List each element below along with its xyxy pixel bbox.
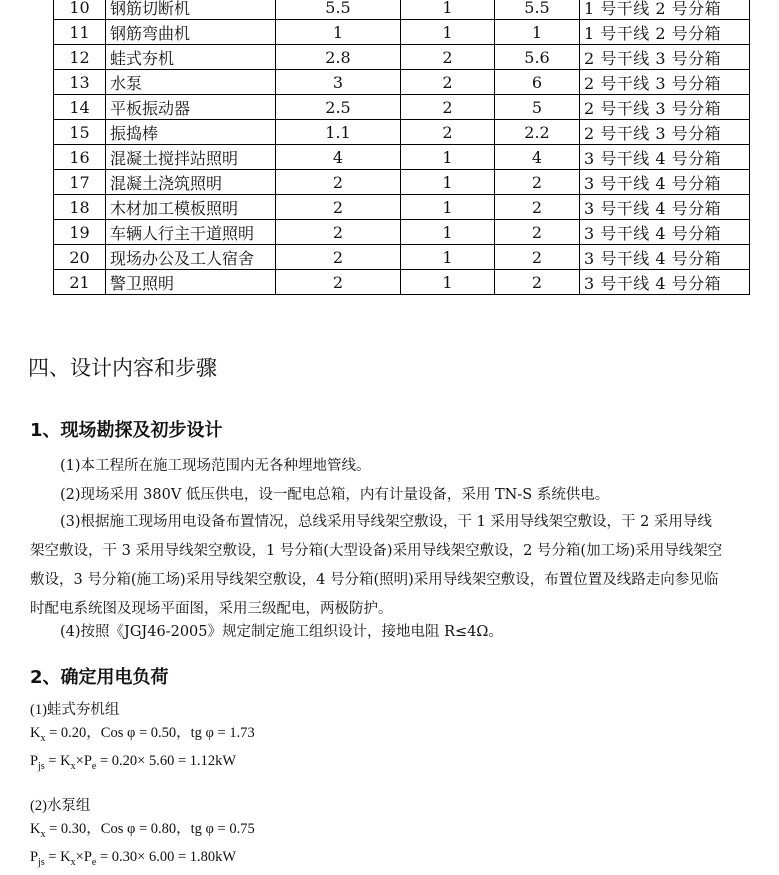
equipment-table-body bbox=[54, 0, 750, 295]
power-line: $P_{js} = K_x\times P_e = 0.20\times 5.60 = 1.12kW$ bbox=[30, 752, 237, 772]
paragraph-2 bbox=[30, 481, 775, 510]
group-title: (2)水泵组 bbox=[30, 798, 91, 814]
cell-number: 16 bbox=[54, 145, 106, 170]
cell-power: 2 bbox=[276, 220, 401, 245]
paragraph-text: (4)按照《JGJ46-2005》规定制定施工组织设计，接地电阻 R≤4Ω。 bbox=[60, 624, 503, 640]
table-row bbox=[54, 120, 750, 145]
cell-quantity: 2 bbox=[401, 45, 495, 70]
group-title: (1)蛙式夯机组 bbox=[30, 702, 120, 718]
paragraph-4 bbox=[30, 618, 775, 647]
calc-group-1 bbox=[30, 699, 255, 778]
cell-number: 15 bbox=[54, 120, 106, 145]
cell-power: 2 bbox=[276, 195, 401, 220]
cell-distribution-line: 1 号干线 2 号分箱 bbox=[580, 0, 750, 20]
cell-power: 2 bbox=[276, 245, 401, 270]
cell-quantity: 1 bbox=[401, 220, 495, 245]
cell-quantity: 1 bbox=[401, 170, 495, 195]
table-row bbox=[54, 0, 750, 20]
cell-distribution-line: 3 号干线 4 号分箱 bbox=[580, 245, 750, 270]
table-row bbox=[54, 170, 750, 195]
cell-number: 11 bbox=[54, 20, 106, 45]
cell-number: 10 bbox=[54, 0, 106, 20]
cell-number: 19 bbox=[54, 220, 106, 245]
table-row bbox=[54, 95, 750, 120]
cell-number: 21 bbox=[54, 270, 106, 295]
paragraph-text: (1)本工程所在施工现场范围内无各种埋地管线。 bbox=[60, 458, 371, 474]
cell-equipment-name: 混凝土搅拌站照明 bbox=[106, 145, 276, 170]
cell-equipment-name: 蛙式夯机 bbox=[106, 45, 276, 70]
cell-distribution-line: 3 号干线 4 号分箱 bbox=[580, 170, 750, 195]
cell-distribution-line: 3 号干线 4 号分箱 bbox=[580, 270, 750, 295]
paragraph-text: 敷设，3 号分箱(施工场)采用导线架空敷设，4 号分箱(照明)采用导线架空敷设，布置位置及线路走向参见临 bbox=[30, 572, 719, 588]
coefficient-line: $K_x = 0.20$，Cos φ = 0.50，tg φ = 1.73 bbox=[30, 725, 255, 744]
cell-distribution-line: 3 号干线 4 号分箱 bbox=[580, 145, 750, 170]
cell-quantity: 1 bbox=[401, 245, 495, 270]
cell-quantity: 1 bbox=[401, 20, 495, 45]
cell-distribution-line: 2 号干线 3 号分箱 bbox=[580, 45, 750, 70]
cell-distribution-line: 1 号干线 2 号分箱 bbox=[580, 20, 750, 45]
cell-power: 2 bbox=[276, 170, 401, 195]
cell-equipment-name: 警卫照明 bbox=[106, 270, 276, 295]
cell-total-power: 4 bbox=[495, 145, 580, 170]
calc-group-2 bbox=[30, 795, 255, 874]
cell-power: 2.8 bbox=[276, 45, 401, 70]
cell-equipment-name: 混凝土浇筑照明 bbox=[106, 170, 276, 195]
table-row bbox=[54, 20, 750, 45]
cell-equipment-name: 振捣棒 bbox=[106, 120, 276, 145]
cell-quantity: 2 bbox=[401, 70, 495, 95]
cell-distribution-line: 2 号干线 3 号分箱 bbox=[580, 120, 750, 145]
subsection-heading: 2、确定用电负荷 bbox=[30, 667, 169, 688]
subsection-heading: 1、现场勘探及初步设计 bbox=[30, 420, 223, 441]
cell-number: 20 bbox=[54, 245, 106, 270]
table-row bbox=[54, 270, 750, 295]
cell-power: 2.5 bbox=[276, 95, 401, 120]
cell-number: 14 bbox=[54, 95, 106, 120]
cell-quantity: 2 bbox=[401, 95, 495, 120]
cell-total-power: 5.5 bbox=[495, 0, 580, 20]
table-row bbox=[54, 195, 750, 220]
cell-total-power: 1 bbox=[495, 20, 580, 45]
cell-total-power: 6 bbox=[495, 70, 580, 95]
cell-distribution-line: 3 号干线 4 号分箱 bbox=[580, 220, 750, 245]
cell-power: 1 bbox=[276, 20, 401, 45]
equipment-table-wrapper bbox=[53, 0, 749, 295]
table-row bbox=[54, 45, 750, 70]
cell-number: 12 bbox=[54, 45, 106, 70]
cell-power: 4 bbox=[276, 145, 401, 170]
cell-equipment-name: 水泵 bbox=[106, 70, 276, 95]
cell-total-power: 2 bbox=[495, 195, 580, 220]
equipment-table bbox=[53, 0, 750, 295]
table-row bbox=[54, 70, 750, 95]
cell-quantity: 1 bbox=[401, 145, 495, 170]
cell-distribution-line: 2 号干线 3 号分箱 bbox=[580, 95, 750, 120]
cell-equipment-name: 平板振动器 bbox=[106, 95, 276, 120]
paragraph-3 bbox=[30, 508, 775, 624]
cell-power: 3 bbox=[276, 70, 401, 95]
table-row bbox=[54, 145, 750, 170]
coefficient-line: $K_x = 0.30$，Cos φ = 0.80，tg φ = 0.75 bbox=[30, 821, 255, 840]
cell-total-power: 2 bbox=[495, 220, 580, 245]
table-row bbox=[54, 220, 750, 245]
cell-quantity: 1 bbox=[401, 195, 495, 220]
cell-quantity: 1 bbox=[401, 270, 495, 295]
cell-distribution-line: 2 号干线 3 号分箱 bbox=[580, 70, 750, 95]
cell-power: 5.5 bbox=[276, 0, 401, 20]
paragraph-text: (2)现场采用 380V 低压供电，设一配电总箱，内有计量设备，采用 TN-S 系统供电。 bbox=[60, 487, 610, 503]
paragraph-text: 架空敷设，干 3 采用导线架空敷设，1 号分箱(大型设备)采用导线架空敷设，2 号分箱(加工场)采用导线架空 bbox=[30, 543, 723, 559]
cell-total-power: 2 bbox=[495, 245, 580, 270]
cell-total-power: 5.6 bbox=[495, 45, 580, 70]
cell-total-power: 2 bbox=[495, 270, 580, 295]
paragraph-1 bbox=[30, 452, 775, 481]
paragraph-text: 时配电系统图及现场平面图，采用三级配电，两极防护。 bbox=[30, 601, 393, 617]
cell-equipment-name: 木材加工模板照明 bbox=[106, 195, 276, 220]
paragraph-text: (3)根据施工现场用电设备布置情况，总线采用导线架空敷设，干 1 采用导线架空敷设，干 2 采用导线 bbox=[60, 514, 712, 530]
table-row bbox=[54, 245, 750, 270]
cell-number: 18 bbox=[54, 195, 106, 220]
cell-equipment-name: 车辆人行主干道照明 bbox=[106, 220, 276, 245]
cell-distribution-line: 3 号干线 4 号分箱 bbox=[580, 195, 750, 220]
cell-total-power: 2 bbox=[495, 170, 580, 195]
cell-quantity: 2 bbox=[401, 120, 495, 145]
cell-equipment-name: 现场办公及工人宿舍 bbox=[106, 245, 276, 270]
power-line: $P_{js} = K_x\times P_e = 0.30\times 6.00 = 1.80kW$ bbox=[30, 848, 237, 868]
cell-number: 17 bbox=[54, 170, 106, 195]
section-heading: 四、设计内容和步骤 bbox=[28, 356, 217, 380]
cell-quantity: 1 bbox=[401, 0, 495, 20]
cell-total-power: 2.2 bbox=[495, 120, 580, 145]
cell-equipment-name: 钢筋切断机 bbox=[106, 0, 276, 20]
cell-power: 1.1 bbox=[276, 120, 401, 145]
cell-equipment-name: 钢筋弯曲机 bbox=[106, 20, 276, 45]
cell-number: 13 bbox=[54, 70, 106, 95]
cell-total-power: 5 bbox=[495, 95, 580, 120]
cell-power: 2 bbox=[276, 270, 401, 295]
